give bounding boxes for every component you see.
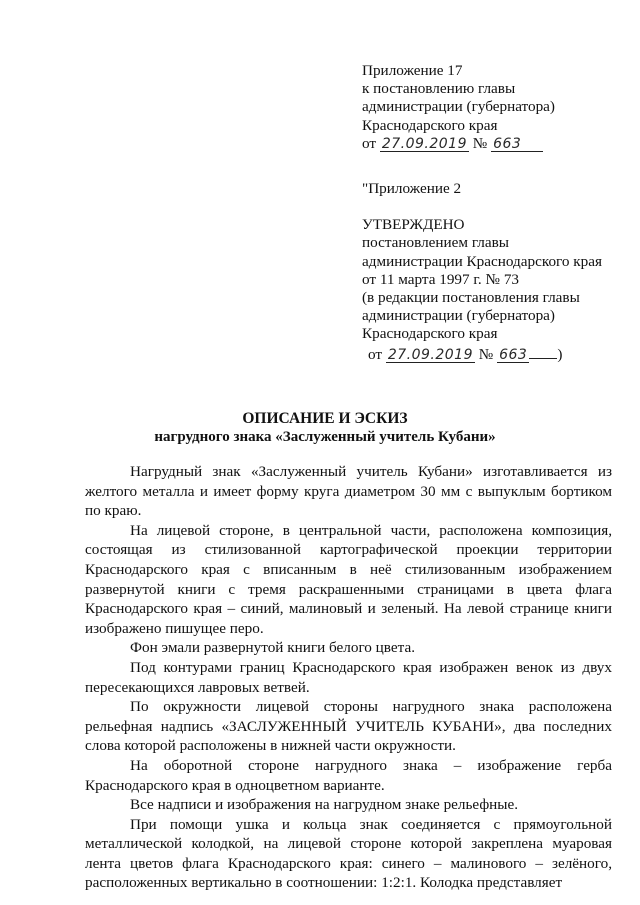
paragraph: На лицевой стороне, в центральной части, расположена композиция, состоящая из стилизованной картографической проекции территории Краснодарского края с вписанным в неё стилизованным изображением развернутой книги с тремя раскрашенными страницами в цвета флага Краснодарского края – синий, малиновый и зеленый. На левой странице книги изображено пишущее перо. <box>85 521 612 637</box>
handwritten-date: 27.09.2019 <box>381 135 467 152</box>
annex-header <box>362 62 555 153</box>
approval-line-4: (в редакции постановления главы <box>362 289 580 307</box>
paragraph: При помощи ушка и кольца знак соединяется с прямоугольной металлической колодкой, на лицевой стороне которой закреплена муаровая лента цветов флага Краснодарского края: синего – малинового – зелёного, расположенных вертикально в соотношении: 1:2:1. Колодка представляет <box>85 815 612 892</box>
document-body <box>85 462 612 893</box>
handwritten-number: 663 <box>491 135 543 153</box>
approved-label: УТВЕРЖДЕНО <box>362 216 465 234</box>
document-heading <box>40 409 610 447</box>
annex-number: Приложение 17 <box>362 62 463 79</box>
paragraph: Под контурами границ Краснодарского края изображен венок из двух пересекающихся лавровых ветвей. <box>85 658 612 696</box>
number-sign: № <box>472 134 488 152</box>
number-sign: № <box>478 345 494 363</box>
paragraph: На оборотной стороне нагрудного знака – изображение герба Краснодарского края в одноцветном варианте. <box>85 756 612 794</box>
approval-line-2: администрации Краснодарского края <box>362 252 602 270</box>
document-subtitle: нагрудного знака «Заслуженный учитель Кубани» <box>154 429 496 445</box>
approval-line-1: постановлением главы <box>362 234 509 252</box>
annex-region-line: Краснодарского края <box>362 116 498 134</box>
approval-date-line <box>362 344 602 364</box>
annex-resolution-line: к постановлению главы <box>362 80 516 98</box>
paragraph: По окружности лицевой стороны нагрудного знака расположена рельефная надпись «ЗАСЛУЖЕННЫЙ УЧИТЕЛЬ КУБАНИ», два последних слова которой расположены в нижней части окружности. <box>85 698 612 755</box>
paragraph: Нагрудный знак «Заслуженный учитель Кубани» изготавливается из желтого металла и имеет форму круга диаметром 30 мм с выпуклым бортиком по краю. <box>85 463 612 520</box>
handwritten-number: 663 <box>499 346 528 363</box>
document-title: ОПИСАНИЕ И ЭСКИЗ <box>242 410 408 427</box>
paragraph: Фон эмали развернутой книги белого цвета. <box>130 639 415 657</box>
approval-block <box>362 180 602 364</box>
number-blank-underline <box>529 344 557 359</box>
previous-annex-label: "Приложение 2 <box>362 180 462 197</box>
annex-date-line <box>362 135 555 153</box>
closing-parenthesis: ) <box>557 345 563 363</box>
date-prefix: от <box>368 345 383 363</box>
handwritten-date: 27.09.2019 <box>387 346 473 363</box>
approval-line-6: Краснодарского края <box>362 325 498 343</box>
paragraph: Все надписи и изображения на нагрудном знаке рельефные. <box>130 796 519 814</box>
date-prefix: от <box>362 134 377 152</box>
approval-line-5: администрации (губернатора) <box>362 307 555 325</box>
approval-line-3: от 11 марта 1997 г. № 73 <box>362 270 520 288</box>
annex-administration-line: администрации (губернатора) <box>362 98 555 116</box>
